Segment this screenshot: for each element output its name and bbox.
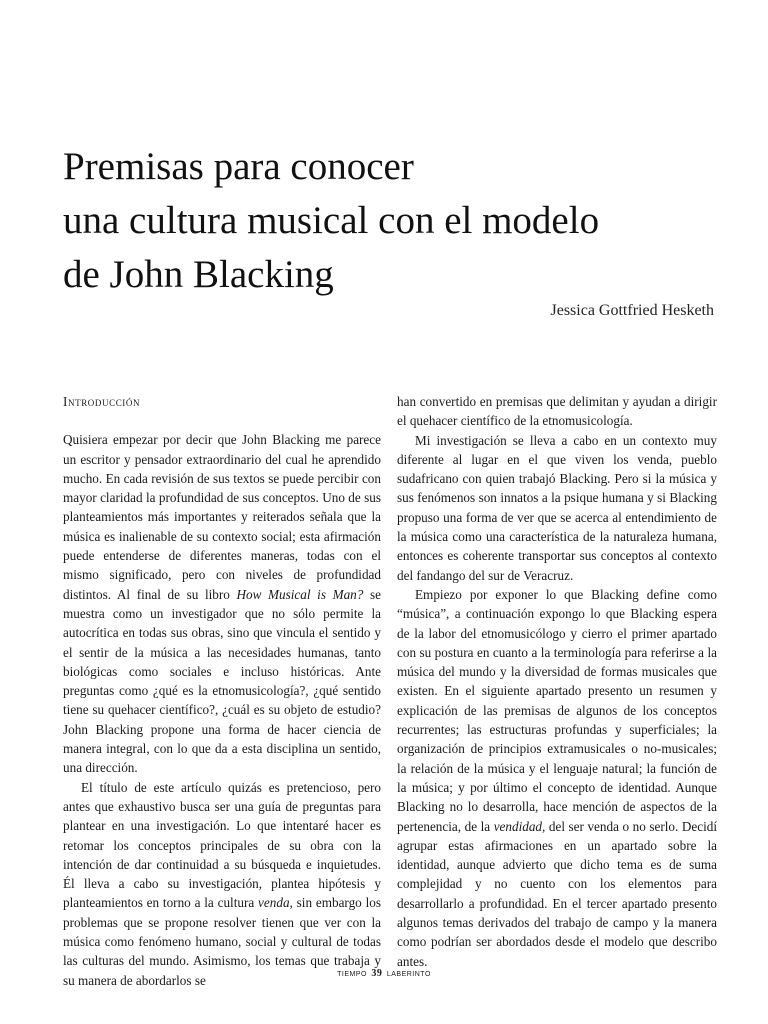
paragraph: Mi investigación se lleva a cabo en un contexto muy diferente al lugar en el que viven los venda, pueblo sudafricano con quien trabajó Blacking. Pero si la música y sus fenómenos son innatos a la psique humana y si Blacking propuso una forma de ver que se acerca al entendimiento de la música como una característica de la naturaleza humana, entonces es coherente transportar sus conceptos al contexto del fandango del sur de Veracruz. bbox=[397, 432, 717, 583]
author-name: Jessica Gottfried Hesketh bbox=[550, 302, 714, 319]
title-line-3: de John Blacking bbox=[63, 253, 334, 296]
paragraph-text: Quisiera empezar por decir que John Blacking me parece un escritor y pensador extraordinario del cual he aprendido mucho. En cada revisión de sus textos se puede percibir con mayor claridad la profundidad de sus conceptos. Uno de sus planteamientos más importantes y reiterados señala que la música es inalienable de su contexto social; esta afirmación puede entenderse de diferentes maneras, todas con el mismo significado, pero con niveles de profundidad distintos. Al final de su libro bbox=[63, 432, 381, 602]
footer-journal-left: TIEMPO bbox=[337, 971, 367, 978]
paragraph-text: se muestra como un investigador que no sólo permite la autocrítica en todas sus obras, sino que vincula el sentido y el sentir de la música a las necesidades humanas, tanto biológicas como sociales e incluso históricas. Ante preguntas como ¿qué es la etnomusicología?, ¿qué sentido tiene su quehacer científico?, ¿cuál es su objeto de estudio? John Blacking propone una forma de hacer ciencia de manera integral, con lo que da a esta disciplina un sentido, una dirección. bbox=[63, 586, 381, 776]
paragraph-text: del ser venda o no serlo. Decidí agrupar estas afirmaciones en un apartado sobre la identidad, aunque advierto que dicho tema es de suma complejidad y no cuento con los elementos para desarrollarlo a profundidad. En el tercer apartado presento algunos temas derivados del trabajo de campo y la manera como podrían ser abordados desde el modelo que describo antes. bbox=[397, 818, 718, 969]
article-title bbox=[63, 140, 723, 302]
emphasis-text: venda, bbox=[258, 895, 293, 911]
title-line-2: una cultura musical con el modelo bbox=[63, 199, 600, 242]
page-number: 39 bbox=[371, 968, 383, 979]
page-footer bbox=[0, 968, 768, 979]
right-column bbox=[397, 392, 717, 971]
paragraph bbox=[63, 430, 381, 777]
paragraph-text: Empiezo por exponer lo que Blacking define como “música”, a continuación expongo lo que Blacking espera de la labor del etnomusicólogo y cierro el primer apartado con su postura en cuanto a la terminología para referirse a la música del mundo y la diversidad de formas musicales que existen. En el siguiente apartado presento un resumen y explicación de las premisas de algunos de los conceptos recurrentes; las estructuras profundas y superficiales; la organización de principios extramusicales o no-musicales; la relación de la música y el lenguaje natural; la función de la música; y por último el concepto de identidad. Aunque Blacking no lo desarrolla, hace mención de aspectos de la pertenencia, de la bbox=[397, 586, 717, 834]
paragraph: han convertido en premisas que delimitan y ayudan a dirigir el quehacer científico de la etnomusicología. bbox=[397, 394, 717, 429]
paragraph bbox=[63, 778, 381, 990]
emphasis-text: vendidad, bbox=[493, 818, 546, 834]
paragraph bbox=[397, 585, 717, 971]
section-heading: Introducción bbox=[63, 394, 141, 409]
paragraph-text: El título de este artículo quizás es pretencioso, pero antes que exhaustivo busca ser una guía de preguntas para plantear en una investigación. Lo que intentaré hacer es retomar los conceptos principales de su obra con la intención de dar continuidad a su búsqueda e inquietudes. Él lleva a cabo su investigación, plantea hipótesis y planteamientos en torno a la cultura bbox=[63, 779, 381, 911]
title-line-1: Premisas para conocer bbox=[63, 145, 414, 188]
left-column bbox=[63, 392, 381, 990]
footer-journal-right: LABERINTO bbox=[386, 971, 431, 978]
book-title: How Musical is Man? bbox=[236, 586, 364, 602]
paragraph-text: sin embargo los problemas que se propone resolver tienen que ver con la música como fenómeno humano, social y cultural de todas las culturas del mundo. Asimismo, los temas que trabaja y su manera de abordarlos se bbox=[63, 895, 381, 988]
